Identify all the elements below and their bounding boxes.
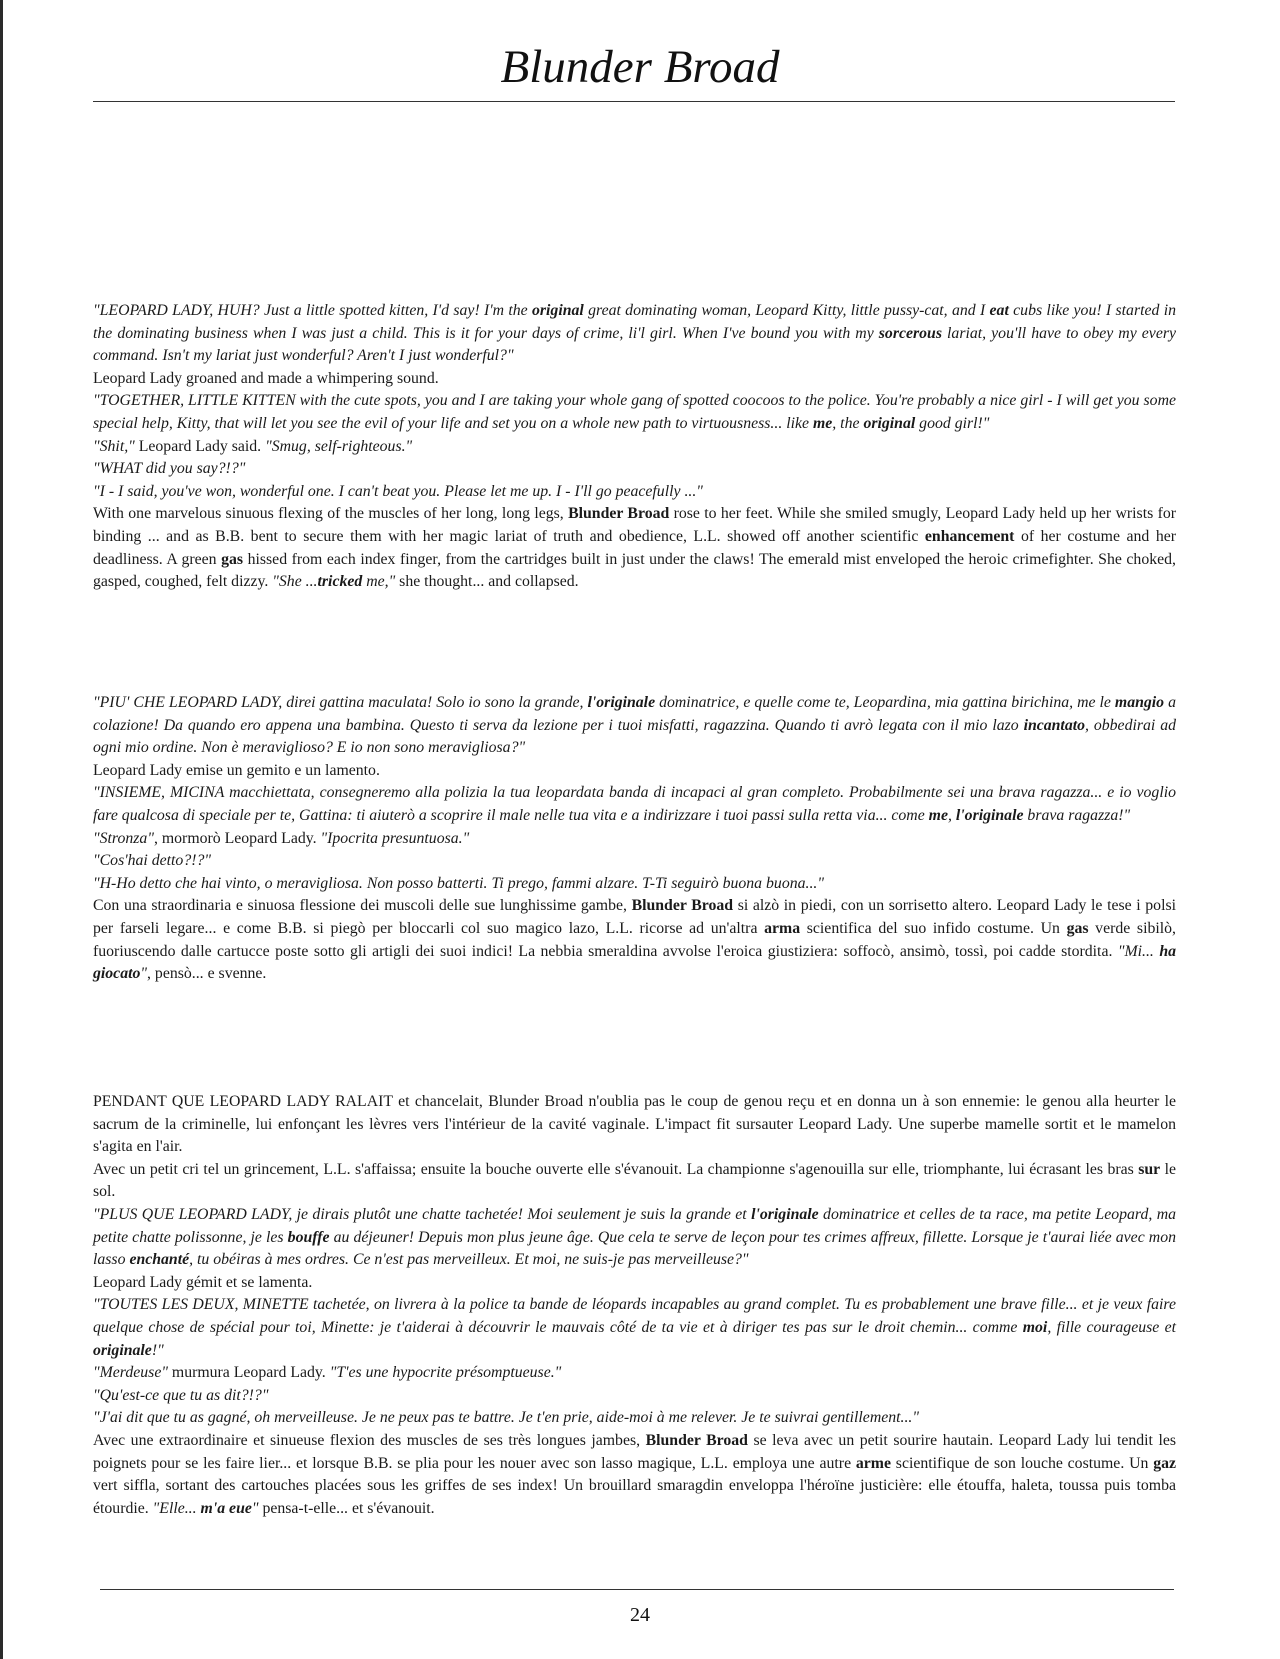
text-run: murmura Leopard Lady. [167, 1364, 330, 1382]
emphasis-text: l'originale [751, 1205, 819, 1223]
paragraph [93, 1430, 1176, 1520]
italic-text: "PIU' CHE LEOPARD LADY, direi gattina maculata! Solo io sono la grande, [93, 694, 588, 711]
italic-text: "Cos'hai detto?!?" [93, 852, 212, 870]
italic-text: "Mi... [1117, 942, 1160, 960]
bold-text: arme [855, 1454, 891, 1472]
paragraph [93, 458, 1176, 481]
emphasis-text: me [812, 414, 833, 432]
paragraph [93, 1362, 1176, 1385]
paragraph [93, 300, 1176, 368]
emphasis-text: ha giocato [93, 942, 1176, 983]
text-run: pensa-t-elle... et s'évanouit. [258, 1499, 435, 1517]
paragraph [93, 1385, 1176, 1408]
bold-text: gas [1066, 919, 1089, 937]
text-run: Leopard Lady said. [134, 437, 266, 455]
emphasis-text: mangio [1114, 694, 1165, 711]
text-run: , pensò... e svenne. [147, 965, 267, 983]
header-rule [93, 101, 1175, 102]
bold-text: Blunder Broad [645, 1431, 748, 1449]
italic-text: lariat, you'll have to obey my every command. Isn't my lariat just wonderful? Aren't I just wonderful?" [93, 324, 1176, 365]
emphasis-text: original [532, 302, 584, 319]
italic-text: , the [832, 414, 864, 432]
italic-text: "TOGETHER, LITTLE KITTEN with the cute spots, you and I are taking your whole gang of spotted coocoos to the police. You're probably a nice girl - I will get you some special help, Kitty, that will let you see the evil of your life and set you on a whole new path to virtuousness... like [93, 392, 1176, 432]
italic-text: me," [362, 573, 396, 591]
bold-text: arma [764, 919, 801, 937]
italic-text: !" [151, 1341, 164, 1359]
paragraph [93, 503, 1176, 593]
emphasis-text: moi [1022, 1318, 1048, 1336]
paragraph [93, 481, 1176, 504]
paragraph [93, 782, 1176, 827]
italic-text: "Merdeuse" [93, 1364, 168, 1382]
paragraph [93, 828, 1176, 851]
paragraph [93, 1204, 1176, 1272]
emphasis-text: originale [93, 1341, 152, 1359]
italic-text: "Shit," [93, 437, 135, 455]
text-run: Leopard Lady groaned and made a whimpering sound. [93, 369, 439, 387]
text-run: PENDANT QUE LEOPARD LADY RALAIT et chancelait, Blunder Broad n'oublia pas le coup de genou reçu et en donna un à son ennemie: le genou alla heurter le sacrum de la criminelle, lui enfonçant les lèvres vers l'intérieur de la cavité vaginale. L'impact fit sursauter Leopard Lady. Une superbe mamelle sortit et le mamelon s'agita en l'air. [93, 1093, 1176, 1156]
text-run: le sol. [93, 1160, 1176, 1201]
italic-text: "TOUTES LES DEUX, MINETTE tachetée, on livrera à la police ta bande de léopards incapables au grand complet. Tu es probablement une brave fille... et je veux faire quelque chose de spécial pour toi, Minette: je t'aiderai à découvrir le mauvais côté de ta vie et à diriger tes pas sur le droit chemin... comme [93, 1296, 1176, 1336]
text-run: she thought... and collapsed. [395, 573, 579, 591]
italic-text: "Stronza" [93, 829, 154, 847]
italic-text: "T'es une hypocrite présomptueuse." [329, 1364, 562, 1382]
paragraph [93, 1407, 1176, 1430]
paragraph [93, 873, 1176, 896]
emphasis-text: incantato [1023, 716, 1086, 734]
italic-text: "INSIEME, MICINA macchiettata, consegneremo alla polizia la tua leopardata banda di incapaci al gran completo. Probabilmente sei una brava ragazza... e io voglio fare qualcosa di speciale per te, Gattina: ti aiuterò a scoprire il male nelle tua vita e a indirizzare i tuoi passi sulla retta via... come [93, 784, 1176, 824]
paragraph [93, 436, 1176, 459]
bold-text: enhancement [924, 527, 1015, 545]
emphasis-text: m'a eue [200, 1499, 252, 1517]
text-run: se leva avec un petit sourire hautain. Leopard Lady lui tendit les poignets pour se les faire lier... et lorsque B.B. se plia pour les nouer avec son lasso magique, L.L. employa une autre [93, 1431, 1176, 1472]
italic-text: , [947, 806, 956, 824]
italic-text: brava ragazza!" [1023, 806, 1131, 824]
emphasis-text: tricked [317, 573, 363, 591]
italic-text: good girl!" [915, 414, 990, 432]
paragraph [93, 895, 1176, 985]
italic-text: "WHAT did you say?!?" [93, 460, 246, 478]
emphasis-text: bouffe [287, 1228, 330, 1246]
page-number: 24 [630, 1604, 650, 1626]
italic-text: "She ... [272, 573, 318, 591]
text-run: hissed from each index finger, from the cartridges built in just under the claws! The emerald mist enveloped the heroic crimefighter. She choked, gasped, coughed, felt dizzy. [93, 550, 1176, 591]
text-run: verde sibilò, fuoriuscendo dalle cartucce poste sotto gli artigli dei suoi indici! La nebbia smeraldina avvolse l'eroica giustiziera: soffocò, ansimò, tossì, poi cadde stordita. [93, 919, 1176, 960]
paragraph [93, 760, 1176, 783]
text-run: rose to her feet. While she smiled smugly, Leopard Lady held up her wrists for binding ... and as B.B. bent to secure them with her magic lariat of truth and obedience, L.L. showed off another scientific [93, 505, 1176, 545]
italic-text: "PLUS QUE LEOPARD LADY, je dirais plutôt une chatte tachetée! Moi seulement je suis la grande et [93, 1205, 752, 1223]
emphasis-text: l'originale [587, 694, 656, 711]
italic-text: dominatrice, e quelle come te, Leopardina, mia gattina birichina, me le [655, 694, 1115, 711]
text-run: Leopard Lady gémit et se lamenta. [93, 1273, 313, 1291]
text-run: Leopard Lady emise un gemito e un lamento. [93, 761, 380, 779]
italic-text: a colazione! Da quando ero appena una bambina. Questo ti serva da lezione per i tuoi misfatti, ragazzina. Quando ti avrò legata con il mio lazo [93, 694, 1176, 734]
italic-text: cubs like you! I started in the dominating business when I was just a child. This is it for your days of crime, li'l girl. When I've bound you with my [93, 302, 1176, 342]
italic-text: " [140, 965, 148, 983]
paragraph [93, 1272, 1176, 1295]
emphasis-text: l'originale [955, 806, 1024, 824]
italic-text: "Qu'est-ce que tu as dit?!?" [93, 1386, 269, 1404]
paragraph [93, 1159, 1176, 1204]
emphasis-text: eat [989, 302, 1009, 319]
emphasis-text: enchanté [129, 1251, 190, 1269]
italic-text: "Ipocrita presuntuosa." [320, 829, 470, 847]
text-run: , mormorò Leopard Lady. [153, 829, 321, 847]
paragraph [93, 692, 1176, 760]
italic-text: "Smug, self-righteous." [265, 437, 413, 455]
french-section [93, 1091, 1176, 1520]
italic-text: au déjeuner! Depuis mon plus jeune âge. Que cela te serve de leçon pour tes crimes affreux, fillette. Lorsque je t'aurai liée avec mon lasso [93, 1228, 1177, 1269]
text-run: si alzò in piedi, con un sorrisetto altero. Leopard Lady le tese i polsi per farseli legare... e come B.B. si piegò per bloccarli col suo magico lazo, L.L. ricorse ad un'altra [93, 897, 1176, 937]
footer-rule [100, 1589, 1174, 1590]
emphasis-text: original [863, 414, 916, 432]
bold-text: sur [1138, 1160, 1161, 1178]
italic-text: "Elle... [152, 1499, 201, 1517]
italic-text: "LEOPARD LADY, HUH? Just a little spotted kitten, I'd say! I'm the [93, 302, 532, 319]
text-run: scientifique de son louche costume. Un [890, 1454, 1154, 1472]
paragraph [93, 1294, 1176, 1362]
text-run: vert siffla, sortant des cartouches placées sous les griffes de ses index! Un brouillard smaragdin enveloppa l'héroïne justicière: elle étouffa, haleta, toussa puis tomba étourdie. [93, 1477, 1176, 1517]
bold-text: Blunder Broad [568, 505, 670, 523]
paragraph [93, 390, 1176, 435]
bold-text: gas [221, 550, 244, 568]
english-section [93, 300, 1176, 594]
italic-text: great dominating woman, Leopard Kitty, little pussy-cat, and I [583, 302, 990, 319]
text-run: Con una straordinaria e sinuosa flessione dei muscoli delle sue lunghissime gambe, [93, 897, 632, 915]
italic-text: , obbedirai ad ogni mio ordine. Non è meraviglioso? E io non sono meravigliosa?" [93, 716, 1176, 757]
italic-text: , tu obéiras à mes ordres. Ce n'est pas merveilleux. Et moi, ne suis-je pas merveilleuse?" [189, 1251, 749, 1269]
text-run: Avec un petit cri tel un grincement, L.L. s'affaissa; ensuite la bouche ouverte elle s'évanouit. La championne s'agenouilla sur elle, triomphante, lui écrasant les bras [93, 1160, 1139, 1178]
scan-edge [0, 0, 3, 1659]
italic-text: "J'ai dit que tu as gagné, oh merveilleuse. Je ne peux pas te battre. Je t'en prie, aide-moi à me relever. Je te suivrai gentillement..." [93, 1409, 920, 1427]
page-title: Blunder Broad [500, 41, 780, 93]
paragraph [93, 368, 1176, 391]
text-run: Avec une extraordinaire et sinueuse flexion des muscles de ses très longues jambes, [93, 1431, 646, 1449]
text-run: of her costume and her deadliness. A green [93, 527, 1176, 568]
paragraph [93, 1091, 1176, 1159]
italic-text: , fille courageuse et [1047, 1318, 1176, 1336]
paragraph [93, 850, 1176, 873]
italic-text: dominatrice et celles de ta race, ma petite Leopard, ma petite chatte polissonne, je les [93, 1205, 1177, 1246]
italian-section [93, 692, 1176, 986]
text-run: scientifica del suo infido costume. Un [800, 919, 1067, 937]
bold-text: Blunder Broad [631, 897, 734, 915]
italic-text: " [251, 1499, 259, 1517]
bold-text: gaz [1153, 1454, 1176, 1472]
text-run: With one marvelous sinuous flexing of the muscles of her long, long legs, [93, 505, 569, 523]
emphasis-text: sorcerous [878, 324, 942, 342]
emphasis-text: me [928, 806, 948, 824]
italic-text: "H-Ho detto che hai vinto, o meravigliosa. Non posso batterti. Ti prego, fammi alzare. T-Ti seguirò buona buona..." [93, 874, 824, 892]
italic-text: "I - I said, you've won, wonderful one. I can't beat you. Please let me up. I - I'll go peacefully ..." [93, 482, 703, 500]
